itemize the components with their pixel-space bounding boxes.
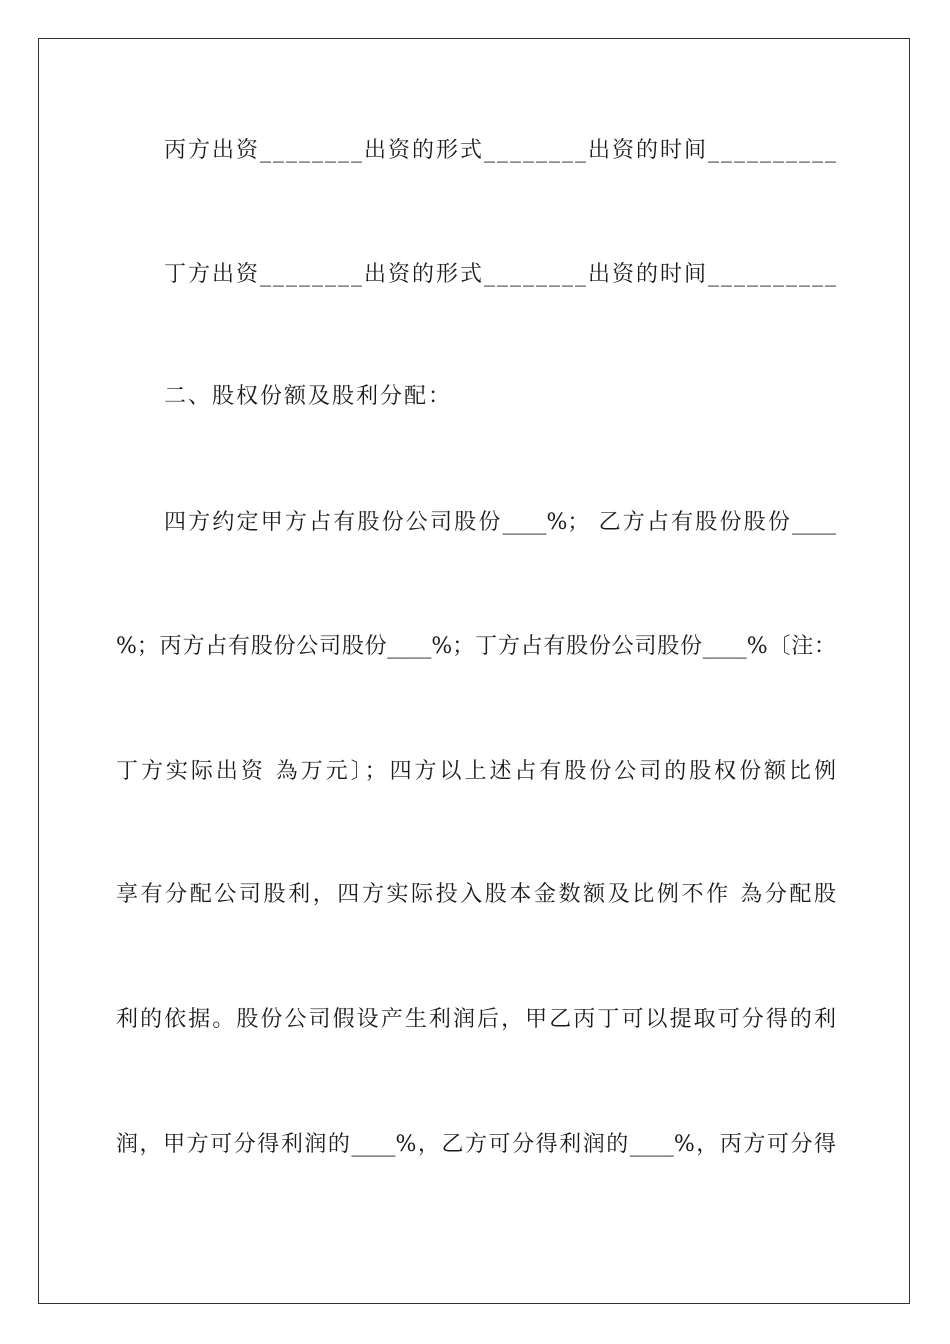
line-party-c-contribution: 丙方出资________出资的形式________出资的时间__________: [164, 138, 839, 163]
line-party-d-contribution: 丁方出资________出资的形式________出资的时间__________: [164, 262, 839, 287]
paragraph-line-1: 四方约定甲方占有股份公司股份____%； 乙方占有股份股份____: [164, 510, 836, 535]
paragraph-line-5: 利的依据。股份公司假设产生利润后，甲乙丙丁可以提取可分得的利: [116, 1007, 836, 1032]
paragraph-line-4: 享有分配公司股利，四方实际投入股本金数额及比例不作 為分配股: [116, 882, 836, 907]
paragraph-line-2: %；丙方占有股份公司股份____%；丁方占有股份公司股份____%〔注：: [116, 634, 836, 659]
section-heading-equity-dividend: 二、股权份额及股利分配：: [164, 384, 453, 409]
paragraph-line-3: 丁方实际出资 為万元〕；四方以上述占有股份公司的股权份额比例: [116, 759, 836, 784]
paragraph-line-6: 润，甲方可分得利润的____%，乙方可分得利润的____%，丙方可分得: [116, 1132, 836, 1157]
page-border: [38, 38, 910, 1304]
